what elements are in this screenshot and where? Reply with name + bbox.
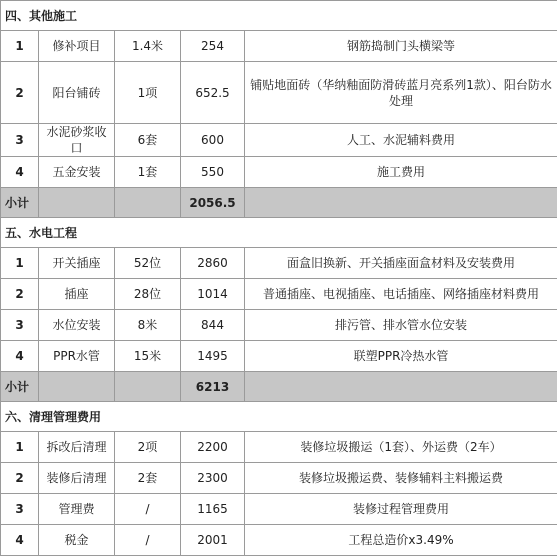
section-header xyxy=(1,402,557,432)
item-price: 2200 xyxy=(181,432,245,463)
item-quantity: 1.4米 xyxy=(115,31,181,62)
table-row xyxy=(1,310,557,341)
row-number: 4 xyxy=(1,525,39,556)
item-price: 550 xyxy=(181,157,245,188)
item-name: 水位安装 xyxy=(39,310,115,341)
item-quantity: 2项 xyxy=(115,432,181,463)
table-row xyxy=(1,31,557,62)
item-description: 排污管、排水管水位安装 xyxy=(245,310,557,341)
item-name: 插座 xyxy=(39,279,115,310)
table-row xyxy=(1,494,557,525)
row-number: 1 xyxy=(1,432,39,463)
empty-cell xyxy=(39,372,115,402)
table-row xyxy=(1,157,557,188)
subtotal-label: 小计 xyxy=(1,188,39,218)
item-description: 施工费用 xyxy=(245,157,557,188)
item-quantity: 2套 xyxy=(115,463,181,494)
subtotal-row xyxy=(1,372,557,402)
item-name: 开关插座 xyxy=(39,248,115,279)
table-row xyxy=(1,432,557,463)
item-price: 600 xyxy=(181,124,245,157)
item-quantity: / xyxy=(115,525,181,556)
table-row xyxy=(1,463,557,494)
row-number: 2 xyxy=(1,279,39,310)
empty-cell xyxy=(115,188,181,218)
item-name: 拆改后清理 xyxy=(39,432,115,463)
table-row xyxy=(1,341,557,372)
item-name: 五金安装 xyxy=(39,157,115,188)
item-description: 联塑PPR冷热水管 xyxy=(245,341,557,372)
item-quantity: 1项 xyxy=(115,62,181,124)
item-price: 1014 xyxy=(181,279,245,310)
item-price: 652.5 xyxy=(181,62,245,124)
section-header xyxy=(1,1,557,31)
item-price: 254 xyxy=(181,31,245,62)
item-description: 钢筋捣制门头横梁等 xyxy=(245,31,557,62)
item-name: 修补项目 xyxy=(39,31,115,62)
empty-cell xyxy=(245,372,557,402)
item-price: 2300 xyxy=(181,463,245,494)
item-description: 装修垃圾搬运费、装修辅料主料搬运费 xyxy=(245,463,557,494)
item-price: 844 xyxy=(181,310,245,341)
item-name: 管理费 xyxy=(39,494,115,525)
item-price: 2001 xyxy=(181,525,245,556)
item-description: 面盒旧换新、开关插座面盒材料及安装费用 xyxy=(245,248,557,279)
subtotal-value: 2056.5 xyxy=(181,188,245,218)
item-description: 铺贴地面砖（华纳釉面防滑砖蓝月亮系列1款）、阳台防水处理 xyxy=(245,62,557,124)
row-number: 1 xyxy=(1,248,39,279)
row-number: 2 xyxy=(1,463,39,494)
table-row xyxy=(1,279,557,310)
item-quantity: 15米 xyxy=(115,341,181,372)
item-quantity: 1套 xyxy=(115,157,181,188)
section-title: 四、其他施工 xyxy=(1,1,557,31)
item-name: 阳台铺砖 xyxy=(39,62,115,124)
item-description: 普通插座、电视插座、电话插座、网络插座材料费用 xyxy=(245,279,557,310)
item-name: 税金 xyxy=(39,525,115,556)
subtotal-row xyxy=(1,188,557,218)
section-header xyxy=(1,218,557,248)
table-row xyxy=(1,248,557,279)
row-number: 4 xyxy=(1,157,39,188)
item-quantity: 8米 xyxy=(115,310,181,341)
item-description: 人工、水泥辅料费用 xyxy=(245,124,557,157)
item-description: 装修垃圾搬运（1套）、外运费（2车） xyxy=(245,432,557,463)
row-number: 4 xyxy=(1,341,39,372)
item-name: 装修后清理 xyxy=(39,463,115,494)
empty-cell xyxy=(39,188,115,218)
item-name: 水泥砂浆收口 xyxy=(39,124,115,157)
empty-cell xyxy=(245,188,557,218)
table-row xyxy=(1,124,557,157)
item-quantity: / xyxy=(115,494,181,525)
item-quantity: 28位 xyxy=(115,279,181,310)
item-quantity: 6套 xyxy=(115,124,181,157)
item-description: 工程总造价x3.49% xyxy=(245,525,557,556)
section-title: 五、水电工程 xyxy=(1,218,557,248)
item-name: PPR水管 xyxy=(39,341,115,372)
row-number: 3 xyxy=(1,124,39,157)
row-number: 3 xyxy=(1,494,39,525)
row-number: 3 xyxy=(1,310,39,341)
row-number: 2 xyxy=(1,62,39,124)
item-price: 1165 xyxy=(181,494,245,525)
item-price: 1495 xyxy=(181,341,245,372)
subtotal-label: 小计 xyxy=(1,372,39,402)
item-quantity: 52位 xyxy=(115,248,181,279)
section-title: 六、清理管理费用 xyxy=(1,402,557,432)
item-price: 2860 xyxy=(181,248,245,279)
item-description: 装修过程管理费用 xyxy=(245,494,557,525)
row-number: 1 xyxy=(1,31,39,62)
subtotal-value: 6213 xyxy=(181,372,245,402)
table-row xyxy=(1,525,557,556)
empty-cell xyxy=(115,372,181,402)
table-row xyxy=(1,62,557,124)
